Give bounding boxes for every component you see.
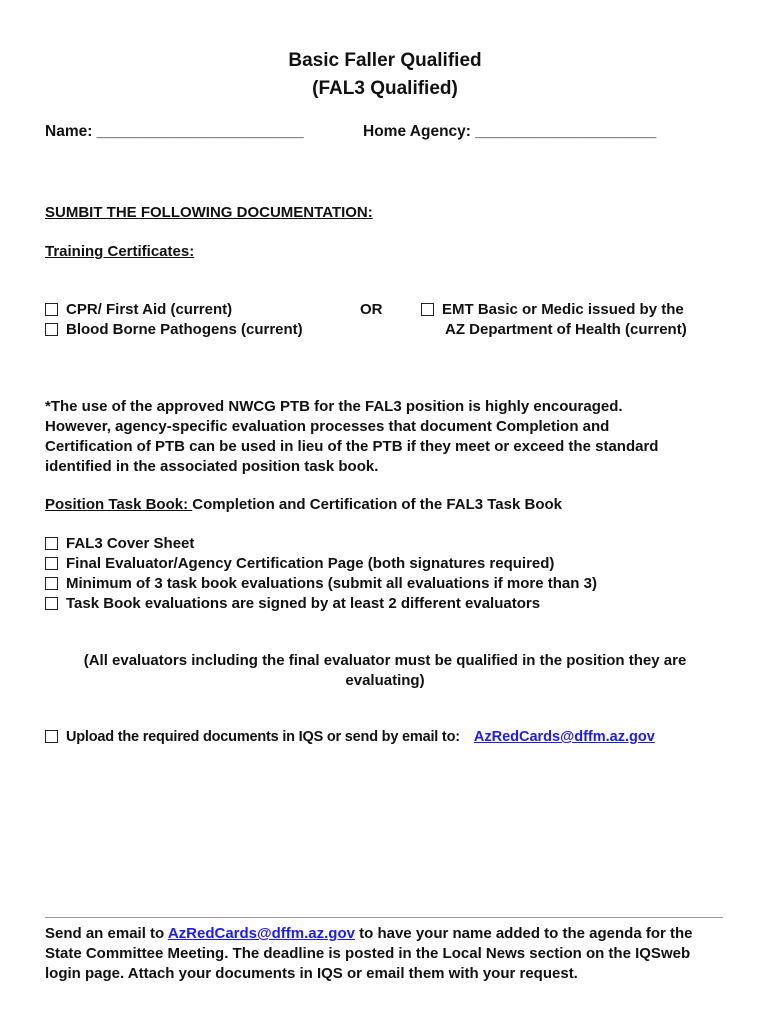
footer-text: Send an email to AzRedCards@dffm.az.gov to have your name added to the agenda for the State Committee Meeting. The deadline is posted in the Local News section on the IQSweb login page. Attach your documents in IQS or email them with your request. (45, 925, 693, 982)
footer-divider (45, 917, 723, 918)
ptb-note: *The use of the approved NWCG PTB for the FAL3 position is highly encouraged. However, agency-specific evaluation processes that document Completion and Certification of PTB can be used in lieu of the PTB if they meet or exceed the standard identified in the associated position task book. (45, 398, 659, 475)
list-item: FAL3 Cover Sheet (45, 534, 597, 554)
list-item: Minimum of 3 task book evaluations (submit all evaluations if more than 3) (45, 574, 597, 594)
list-item: Task Book evaluations are signed by at least 2 different evaluators (45, 594, 597, 614)
checkbox[interactable] (45, 597, 58, 610)
task-book-checklist (45, 534, 597, 614)
upload-instruction: Upload the required documents in IQS or send by email to: AzRedCards@dffm.az.gov (45, 727, 655, 747)
home-agency-field-label: Home Agency: _____________________ (363, 123, 657, 140)
task-book-heading: Position Task Book: Completion and Certification of the FAL3 Task Book (45, 496, 562, 513)
checkbox[interactable] (45, 323, 58, 336)
list-item: Final Evaluator/Agency Certification Page (both signatures required) (45, 554, 597, 574)
or-label: OR (360, 301, 383, 318)
training-left-list (45, 300, 303, 340)
list-item: CPR/ First Aid (current) (45, 300, 303, 320)
evaluators-note: (All evaluators including the final evaluator must be qualified in the position they are evaluating) (83, 652, 687, 689)
checkbox[interactable] (421, 303, 434, 316)
checkbox[interactable] (45, 577, 58, 590)
footer-email-link[interactable]: AzRedCards@dffm.az.gov (167, 925, 355, 942)
emt-option: EMT Basic or Medic issued by the AZ Department of Health (current) (421, 300, 687, 340)
checkbox[interactable] (45, 730, 58, 743)
documentation-heading: SUMBIT THE FOLLOWING DOCUMENTATION: (45, 204, 373, 221)
checkbox[interactable] (45, 557, 58, 570)
checkbox[interactable] (45, 303, 58, 316)
list-item: Blood Borne Pathogens (current) (45, 320, 303, 340)
name-field-label: Name: ________________________ (45, 123, 304, 140)
training-heading: Training Certificates: (45, 243, 195, 260)
page-subtitle: (FAL3 Qualified) (312, 78, 458, 99)
checkbox[interactable] (45, 537, 58, 550)
email-link[interactable]: AzRedCards@dffm.az.gov (473, 729, 655, 745)
page-title: Basic Faller Qualified (288, 50, 482, 71)
